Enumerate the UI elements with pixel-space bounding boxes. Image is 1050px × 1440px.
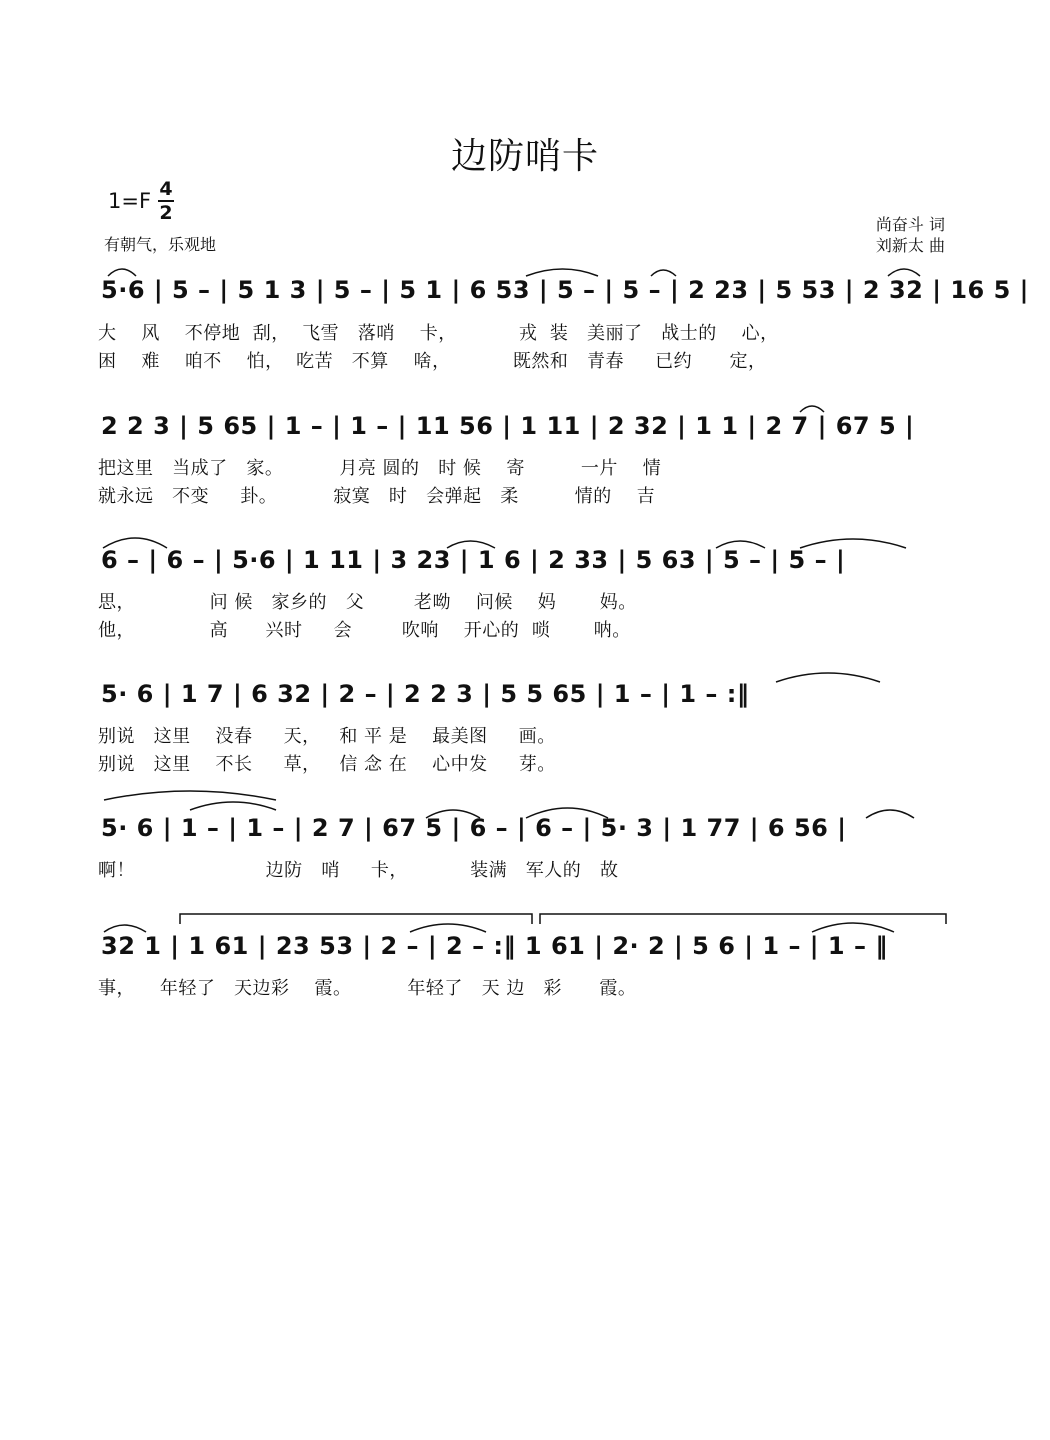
lyric-line-verse-2: 就永远 不变 卦。 寂寞 时 会弹起 柔 情的 吉 — [98, 486, 656, 507]
slur — [104, 791, 276, 800]
notation-line: 5· 6 | 1 – | 1 – | 2 7 | 67 5 | 6 – | 6 – | 5· 3 | 1 77 | 6 56 | — [101, 814, 847, 842]
composer-credit: 刘新太 曲 — [875, 236, 945, 255]
notation-line: 5·6 | 5 – | 5 1 3 | 5 – | 5 1 | 6 53 | 5 – | 5 – | 2 23 | 5 53 | 2 32 | 16 5 | — [101, 276, 1029, 304]
lyric-line-verse-1: 事， 年轻了 天边彩 霞。 年轻了 天 边 彩 霞。 — [98, 978, 637, 999]
lyric-line-verse-1: 别说 这里 没春 天， 和 平 是 最美图 画。 — [98, 726, 556, 747]
song-title: 边防哨卡 — [450, 136, 599, 177]
slur — [812, 923, 894, 932]
slur — [190, 802, 276, 810]
notation-line: 32 1 | 1 61 | 23 53 | 2 – | 2 – :‖ 1 61 | 2· 2 | 5 6 | 1 – | 1 – ‖ — [101, 932, 888, 960]
time-signature-bottom: 2 — [159, 202, 173, 224]
key-signature: 1=F — [108, 189, 152, 213]
lyric-line-verse-1: 思， 问 候 家乡的 父 老呦 问候 妈 妈。 — [98, 592, 637, 613]
volta-bracket-2 — [540, 914, 946, 924]
lyric-line-verse-2: 别说 这里 不长 草， 信 念 在 心中发 芽。 — [98, 754, 556, 775]
slur — [410, 924, 486, 932]
notation-line: 2 2 3 | 5 65 | 1 – | 1 – | 11 56 | 1 11 | 2 32 | 1 1 | 2 7 | 67 5 | — [101, 412, 915, 440]
lyricist-credit: 尚奋斗 词 — [875, 215, 945, 234]
time-signature — [158, 179, 174, 223]
notation-line: 6 – | 6 – | 5·6 | 1 11 | 3 23 | 1 6 | 2 33 | 5 63 | 5 – | 5 – | — [101, 546, 846, 574]
lyric-line-verse-2: 他， 高 兴时 会 吹响 开心的 唢 呐。 — [98, 620, 631, 641]
lyric-line-verse-1: 啊！ 边防 哨 卡， 装满 军人的 故 — [98, 860, 619, 881]
slur — [108, 269, 136, 276]
lyric-line-verse-1: 把这里 当成了 家。 月亮 圆的 时 候 寄 一片 情 — [98, 458, 662, 479]
notation-line: 5· 6 | 1 7 | 6 32 | 2 – | 2 2 3 | 5 5 65 | 1 – | 1 – :‖ — [101, 680, 750, 708]
slur — [526, 269, 598, 276]
tempo-marking: 有朝气，乐观地 — [104, 235, 217, 254]
slur — [104, 925, 146, 932]
lyric-line-verse-2: 困 难 咱不 怕， 吃苦 不算 啥， 既然和 青春 已约 定， — [98, 351, 767, 372]
lyric-line-verse-1: 大 风 不停地 刮， 飞雪 落哨 卡， 戎 装 美丽了 战士的 心， — [98, 323, 779, 344]
slur — [888, 269, 920, 276]
time-signature-top: 4 — [159, 178, 173, 200]
volta-bracket-1 — [180, 914, 532, 924]
